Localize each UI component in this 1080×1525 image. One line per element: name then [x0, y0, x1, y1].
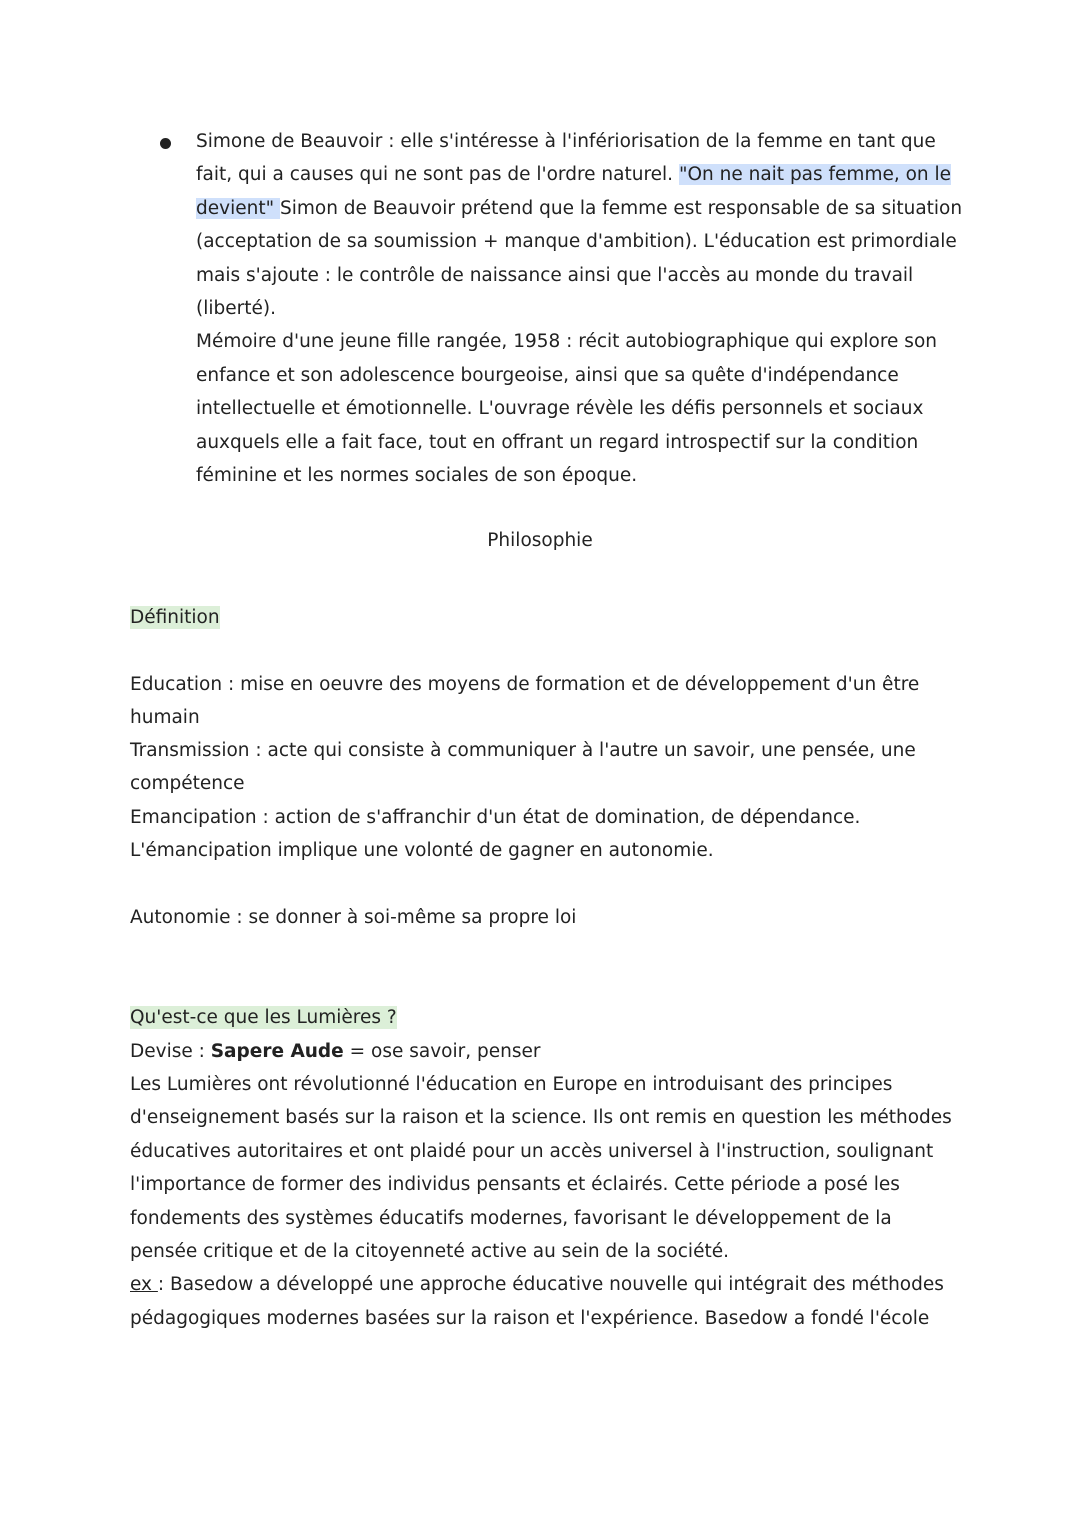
lumieres-text: Les Lumières ont révolutionné l'éducation en Europe en introduisant des principes d'enseignement basés sur la raison et la science. Ils ont remis en question les méthodes éducatives autoritaires et ont plaidé pour un accès universel à l'instruction, soulignant l'importance de former des individus pensants et éclairés. Cette période a posé les fondements des systèmes éducatifs modernes, favorisant le développement de la pensée critique et de la citoyenneté active au sein de la société.: [130, 1074, 952, 1263]
example-label: ex: [130, 1274, 158, 1296]
lumieres-motto: [130, 1035, 960, 1068]
motto-translation: = ose savoir, penser: [343, 1041, 541, 1062]
beauvoir-memoire: Mémoire d'une jeune fille rangée, 1958 : récit autobiographique qui explore son enfance et son adolescence bourgeoise, ainsi que sa quête d'indépendance intellectuelle et émotionnelle. L'ouvrage révèle les défis personnels et sociaux auxquels elle a fait face, tout en offrant un regard introspectif sur la condition féminine et les normes sociales de son époque.: [196, 331, 937, 487]
definition-heading-text: Définition: [130, 607, 220, 628]
definition-emancipation: Emancipation : action de s'affranchir d'un état de domination, de dépendance. L'émancipation implique une volonté de gagner en autonomie.: [130, 807, 861, 862]
definition-heading: [130, 603, 220, 633]
lumieres-heading-text: Qu'est-ce que les Lumières ?: [130, 1007, 397, 1028]
bullet-text: [196, 125, 966, 492]
motto-label: Devise :: [130, 1041, 211, 1062]
motto-latin: Sapere Aude: [210, 1041, 344, 1062]
beauvoir-details: Simon de Beauvoir prétend que la femme est responsable de sa situation (acceptation de sa soumission + manque d'ambition). L'éducation est primordiale mais s'ajoute : le contrôle de naissance ainsi que l'accès au monde du travail (liberté).: [196, 197, 963, 320]
definition-education: Education : mise en oeuvre des moyens de formation et de développement d'un être humain: [130, 674, 920, 729]
section-title: Philosophie: [487, 530, 593, 551]
definition-autonomie: Autonomie : se donner à soi-même sa propre loi: [130, 907, 577, 928]
definition-transmission: Transmission : acte qui consiste à communiquer à l'autre un savoir, une pensée, une compétence: [130, 740, 916, 795]
example-text: : Basedow a développé une approche éducative nouvelle qui intégrait des méthodes pédagogiques modernes basées sur la raison et l'expérience. Basedow a fondé l'école: [130, 1274, 944, 1329]
lumieres-paragraph: [130, 1068, 960, 1335]
bullet-dot-icon: [160, 138, 171, 149]
lumieres-heading: [130, 1003, 397, 1033]
beauvoir-quote: "On ne nait pas femme, on le devient": [196, 164, 952, 219]
beauvoir-intro: Simone de Beauvoir : elle s'intéresse à l'infériorisation de la femme en tant que fait, qui a causes qui ne sont pas de l'ordre naturel.: [196, 131, 936, 186]
